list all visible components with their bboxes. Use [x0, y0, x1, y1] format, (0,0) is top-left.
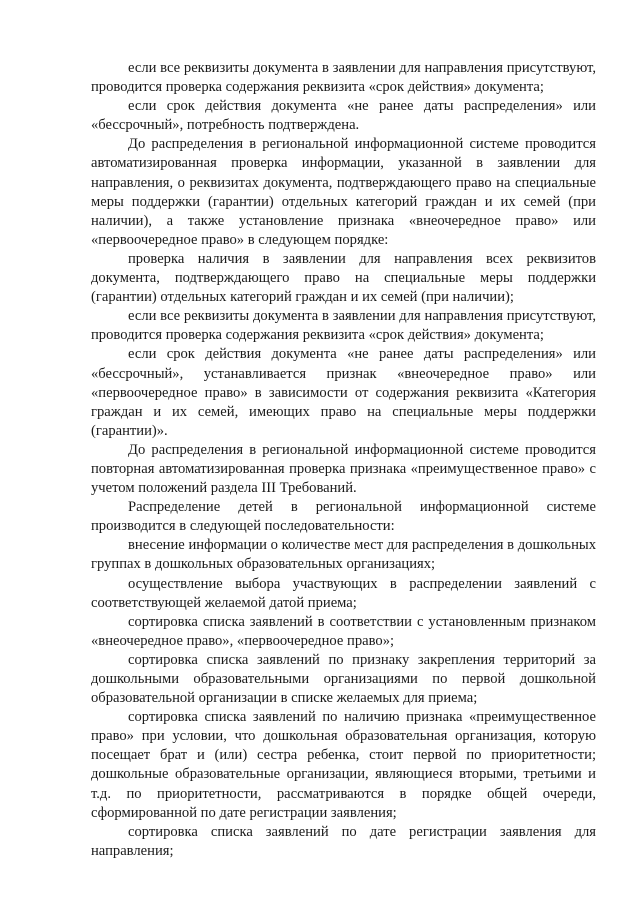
paragraph: сортировка списка заявлений в соответствии с установленным признаком «внеочередное право», «первоочередное право»; [91, 613, 596, 649]
paragraph: сортировка списка заявлений по наличию признака «преимущественное право» при условии, что дошкольная образовательная организация, которую посещает брат и (или) сестра ребенка, стоит первой по приоритетности; дошкольные образовательные организации, являющиеся вторыми, третьими и т.д. по приоритетности, рассматриваются в порядке общей очереди, сформированной по дате регистрации заявления; [91, 709, 596, 821]
paragraph: осуществление выбора участвующих в распределении заявлений с соответствующей желаемой датой приема; [91, 575, 596, 611]
paragraph: если срок действия документа «не ранее даты распределения» или «бессрочный», устанавливается признак «внеочередное право» или «первоочередное право» в зависимости от содержания реквизита «Категория граждан и их семей, имеющих право на специальные меры поддержки (гарантии)». [91, 346, 596, 439]
paragraph: До распределения в региональной информационной системе проводится автоматизированная проверка информации, указанной в заявлении для направления, о реквизитах документа, подтверждающего право на специальные меры поддержки (гарантии) отдельных категорий граждан и их семей (при наличии), а также установление признака «внеочередное право» или «первоочередное право» в следующем порядке: [91, 136, 596, 248]
paragraph: внесение информации о количестве мест для распределения в дошкольных группах в дошкольных образовательных организациях; [91, 537, 596, 573]
paragraph: если срок действия документа «не ранее даты распределения» или «бессрочный», потребность подтверждена. [91, 98, 596, 134]
document-body [91, 59, 596, 861]
paragraph: Распределение детей в региональной информационной системе производится в следующей последовательности: [91, 499, 596, 535]
paragraph: сортировка списка заявлений по дате регистрации заявления для направления; [91, 823, 596, 859]
paragraph: сортировка списка заявлений по признаку закрепления территорий за дошкольными образовательными организациями по первой дошкольной образовательной организации в списке желаемых для приема; [91, 651, 596, 707]
paragraph: проверка наличия в заявлении для направления всех реквизитов документа, подтверждающего право на специальные меры поддержки (гарантии) отдельных категорий граждан и их семей (при наличии); [91, 250, 596, 306]
paragraph: До распределения в региональной информационной системе проводится повторная автоматизированная проверка признака «преимущественное право» с учетом положений раздела III Требований. [91, 441, 596, 497]
paragraph: если все реквизиты документа в заявлении для направления присутствуют, проводится проверка содержания реквизита «срок действия» документа; [91, 308, 596, 344]
paragraph: если все реквизиты документа в заявлении для направления присутствуют, проводится проверка содержания реквизита «срок действия» документа; [91, 60, 596, 96]
